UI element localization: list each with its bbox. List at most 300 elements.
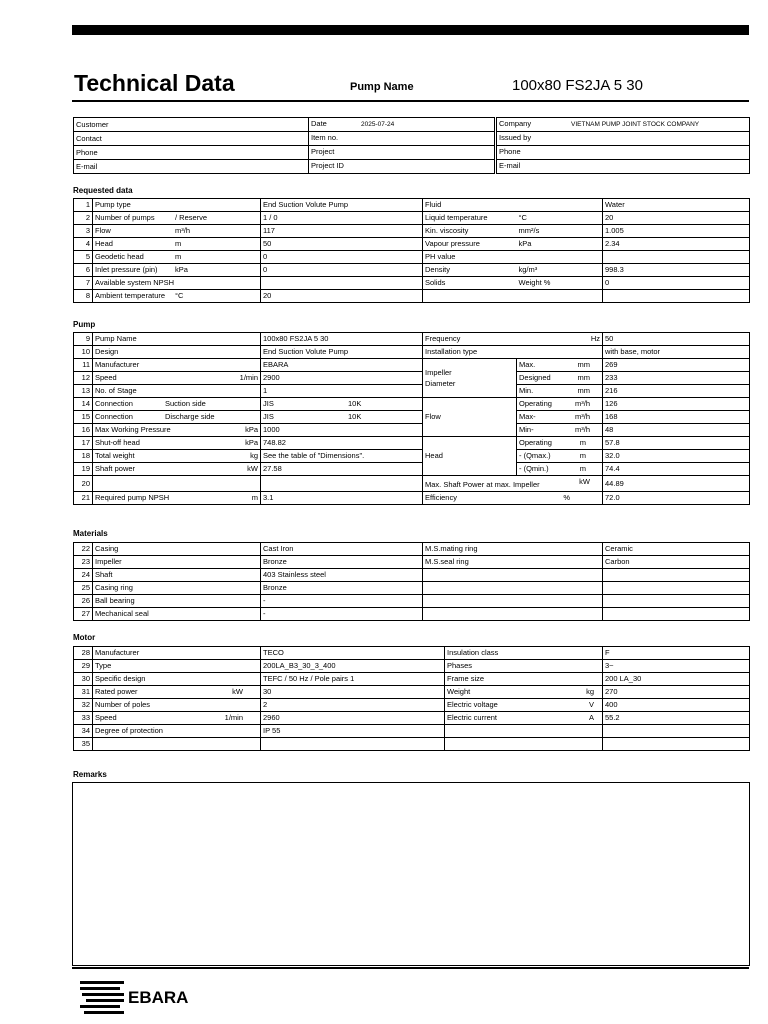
motor-right-cell bbox=[445, 647, 603, 660]
section-title-remarks: Remarks bbox=[73, 770, 107, 779]
head-qmin-value: 74.4 bbox=[603, 463, 750, 476]
head-op-value: 57.8 bbox=[603, 437, 750, 450]
requested-value: 0 bbox=[261, 264, 423, 277]
material-right-label bbox=[423, 595, 603, 608]
pump-value-2: 10K bbox=[348, 399, 362, 408]
requested-value: 117 bbox=[261, 225, 423, 238]
pump-label: Required pump NPSH bbox=[95, 493, 170, 502]
material-label: Mechanical seal bbox=[93, 608, 261, 621]
pump-label: Total weight bbox=[95, 451, 135, 460]
row-number: 30 bbox=[74, 673, 93, 686]
row-number: 32 bbox=[74, 699, 93, 712]
requested-label: Geodetic head bbox=[95, 252, 144, 261]
pump-label: Max Working Pressure bbox=[95, 425, 171, 434]
customer-right-value: VIETNAM PUMP JOINT STOCK COMPANY bbox=[571, 121, 700, 128]
pump-value: 1000 bbox=[261, 424, 423, 437]
pump-label-cell bbox=[93, 476, 261, 492]
row-number: 19 bbox=[74, 463, 93, 476]
head-qmin-unit: m bbox=[579, 464, 587, 473]
customer-mid-value: 2025-07-24 bbox=[361, 121, 395, 128]
motor-right-cell bbox=[445, 660, 603, 673]
requested-label: Number of pumps bbox=[95, 213, 155, 222]
motor-label-cell bbox=[93, 725, 261, 738]
material-label: Shaft bbox=[93, 569, 261, 582]
motor-row bbox=[74, 660, 750, 673]
head-qmin-label: - (Qmin.) bbox=[519, 464, 549, 473]
requested-right-value bbox=[603, 251, 750, 264]
material-label: Ball bearing bbox=[93, 595, 261, 608]
customer-mid-label: Project bbox=[311, 147, 335, 156]
motor-row bbox=[74, 647, 750, 660]
customer-right-label: E-mail bbox=[499, 161, 521, 170]
installation-label: Installation type bbox=[423, 346, 603, 359]
pump-row bbox=[74, 450, 750, 463]
requested-right-label: Liquid temperature bbox=[423, 212, 517, 225]
head-op-label: Operating bbox=[519, 438, 552, 447]
pump-value-2: 10K bbox=[348, 412, 362, 421]
frequency-cell bbox=[423, 333, 603, 346]
flow-op-cell bbox=[517, 398, 603, 411]
material-value: - bbox=[261, 608, 423, 621]
motor-row bbox=[74, 725, 750, 738]
flow-min-unit: m³/h bbox=[575, 425, 591, 434]
pump-unit: 1/min bbox=[239, 373, 258, 382]
customer-row bbox=[74, 160, 495, 174]
row-number: 14 bbox=[74, 398, 93, 411]
pump-row bbox=[74, 346, 750, 359]
motor-table bbox=[73, 646, 750, 751]
requested-value: 20 bbox=[261, 290, 423, 303]
motor-label-cell bbox=[93, 647, 261, 660]
materials-row bbox=[74, 543, 750, 556]
requested-value: 0 bbox=[261, 251, 423, 264]
pump-unit: kg bbox=[250, 451, 258, 460]
motor-right-unit: kg bbox=[586, 687, 594, 696]
requested-label: Inlet pressure (pin) bbox=[95, 265, 158, 274]
row-number: 34 bbox=[74, 725, 93, 738]
row-number: 11 bbox=[74, 359, 93, 372]
requested-right-unit: kg/m³ bbox=[517, 264, 603, 277]
section-title-materials: Materials bbox=[73, 529, 108, 538]
row-number: 10 bbox=[74, 346, 93, 359]
motor-unit: 1/min bbox=[224, 713, 243, 722]
pump-value-cell bbox=[261, 398, 423, 411]
requested-unit: °C bbox=[175, 291, 184, 300]
requested-right-label: Vapour pressure bbox=[423, 238, 517, 251]
head-qmax-unit: m bbox=[579, 451, 587, 460]
material-value: - bbox=[261, 595, 423, 608]
row-number: 9 bbox=[74, 333, 93, 346]
requested-right-label: Kin. viscosity bbox=[423, 225, 517, 238]
customer-mid-label: Project ID bbox=[311, 161, 344, 170]
pump-label-cell bbox=[93, 359, 261, 372]
requested-label-cell bbox=[93, 264, 261, 277]
frequency-value: 50 bbox=[603, 333, 750, 346]
row-number: 4 bbox=[74, 238, 93, 251]
material-right-label bbox=[423, 582, 603, 595]
motor-right-value: F bbox=[603, 647, 750, 660]
pump-row bbox=[74, 398, 750, 411]
materials-table bbox=[73, 542, 750, 621]
max-shaft-label: Max. Shaft Power at max. Impeller bbox=[425, 480, 540, 489]
motor-row bbox=[74, 673, 750, 686]
requested-right-value: 998.3 bbox=[603, 264, 750, 277]
motor-right-cell bbox=[445, 725, 603, 738]
materials-row bbox=[74, 595, 750, 608]
imp-des-value: 233 bbox=[603, 372, 750, 385]
pump-label-cell bbox=[93, 424, 261, 437]
motor-value: 2 bbox=[261, 699, 445, 712]
material-right-label bbox=[423, 608, 603, 621]
pump-value bbox=[261, 476, 423, 492]
material-right-value bbox=[603, 595, 750, 608]
row-number: 28 bbox=[74, 647, 93, 660]
pump-row bbox=[74, 333, 750, 346]
pump-name-value: 100x80 FS2JA 5 30 bbox=[512, 77, 643, 94]
pump-label: Shut-off head bbox=[95, 438, 140, 447]
pump-value: 1 bbox=[261, 385, 423, 398]
material-value: Bronze bbox=[261, 556, 423, 569]
material-value: Cast Iron bbox=[261, 543, 423, 556]
row-number: 26 bbox=[74, 595, 93, 608]
row-number: 25 bbox=[74, 582, 93, 595]
pump-label: No. of Stage bbox=[95, 386, 137, 395]
requested-label-cell bbox=[93, 199, 261, 212]
installation-value: with base, motor bbox=[603, 346, 750, 359]
motor-value bbox=[261, 738, 445, 751]
pump-label: Pump Name bbox=[95, 334, 137, 343]
pump-row bbox=[74, 437, 750, 450]
motor-row bbox=[74, 686, 750, 699]
frequency-unit: Hz bbox=[590, 334, 601, 343]
pump-label-cell bbox=[93, 437, 261, 450]
requested-value: 1 / 0 bbox=[261, 212, 423, 225]
pump-value: 3.1 bbox=[261, 492, 423, 505]
motor-right-value: 200 LA_30 bbox=[603, 673, 750, 686]
customer-label: Customer bbox=[74, 118, 309, 132]
row-number: 20 bbox=[74, 476, 93, 492]
pump-value: JIS bbox=[263, 412, 274, 421]
material-label: Casing ring bbox=[93, 582, 261, 595]
requested-value bbox=[261, 277, 423, 290]
requested-row bbox=[74, 212, 750, 225]
customer-mid-cell bbox=[309, 146, 495, 160]
remarks-box bbox=[72, 782, 750, 966]
motor-label-cell bbox=[93, 686, 261, 699]
pump-label-cell bbox=[93, 450, 261, 463]
pump-value-cell bbox=[261, 411, 423, 424]
motor-label: Manufacturer bbox=[95, 648, 140, 657]
pump-value: 2900 bbox=[261, 372, 423, 385]
motor-label: Number of poles bbox=[95, 700, 151, 709]
flow-label: Flow bbox=[423, 398, 517, 437]
requested-label: Head bbox=[95, 239, 113, 248]
requested-right-value: 0 bbox=[603, 277, 750, 290]
requested-unit: kPa bbox=[175, 265, 188, 274]
requested-right-label: Fluid bbox=[423, 199, 517, 212]
requested-unit: m bbox=[175, 252, 182, 261]
pump-label-cell bbox=[93, 346, 261, 359]
motor-right-unit: V bbox=[588, 700, 594, 709]
motor-right-label: Electric voltage bbox=[447, 700, 498, 709]
pump-unit: Suction side bbox=[165, 399, 206, 408]
ebara-logo bbox=[80, 978, 210, 1014]
pump-row bbox=[74, 385, 750, 398]
motor-unit: kW bbox=[232, 687, 243, 696]
material-right-value: Carbon bbox=[603, 556, 750, 569]
motor-right-value: 270 bbox=[603, 686, 750, 699]
customer-right-cell bbox=[497, 132, 750, 146]
pump-unit: kPa bbox=[245, 425, 258, 434]
material-right-value bbox=[603, 569, 750, 582]
head-label: Head bbox=[423, 437, 517, 476]
motor-label-cell bbox=[93, 712, 261, 725]
flow-max-unit: m³/h bbox=[575, 412, 591, 421]
pump-label-cell bbox=[93, 492, 261, 505]
imp-max-cell bbox=[517, 359, 603, 372]
customer-right-row bbox=[497, 118, 750, 132]
motor-label: Speed bbox=[95, 713, 117, 722]
pump-row bbox=[74, 463, 750, 476]
motor-row bbox=[74, 738, 750, 751]
materials-row bbox=[74, 582, 750, 595]
row-number: 24 bbox=[74, 569, 93, 582]
motor-value: TEFC / 50 Hz / Pole pairs 1 bbox=[261, 673, 445, 686]
imp-min-value: 216 bbox=[603, 385, 750, 398]
row-number: 22 bbox=[74, 543, 93, 556]
motor-row bbox=[74, 712, 750, 725]
motor-right-cell bbox=[445, 699, 603, 712]
imp-min-label: Min. bbox=[519, 386, 534, 395]
requested-right-label: Solids bbox=[423, 277, 517, 290]
requested-label-cell bbox=[93, 225, 261, 238]
flow-op-value: 126 bbox=[603, 398, 750, 411]
motor-right-cell bbox=[445, 673, 603, 686]
motor-value: 200LA_B3_30_3_400 bbox=[261, 660, 445, 673]
motor-label-cell bbox=[93, 673, 261, 686]
head-qmin-cell bbox=[517, 463, 603, 476]
top-bar bbox=[72, 25, 749, 35]
requested-row bbox=[74, 225, 750, 238]
customer-label: Phone bbox=[74, 146, 309, 160]
efficiency-unit: % bbox=[563, 493, 571, 502]
pump-unit: kW bbox=[247, 464, 258, 473]
flow-max-cell bbox=[517, 411, 603, 424]
customer-right-row bbox=[497, 160, 750, 174]
requested-right-unit: Weight % bbox=[517, 277, 603, 290]
customer-row bbox=[74, 132, 495, 146]
pump-name-label: Pump Name bbox=[350, 81, 414, 93]
requested-right-unit: mm²/s bbox=[517, 225, 603, 238]
imp-min-cell bbox=[517, 385, 603, 398]
section-title-pump: Pump bbox=[73, 320, 96, 329]
pump-value: 27.58 bbox=[261, 463, 423, 476]
motor-label: Degree of protection bbox=[95, 726, 163, 735]
requested-unit: m bbox=[175, 239, 182, 248]
customer-table-left bbox=[73, 117, 495, 174]
row-number: 5 bbox=[74, 251, 93, 264]
imp-des-cell bbox=[517, 372, 603, 385]
requested-right-unit bbox=[517, 290, 603, 303]
imp-max-unit: mm bbox=[577, 360, 591, 369]
pump-label-cell bbox=[93, 463, 261, 476]
requested-label-cell bbox=[93, 212, 261, 225]
bottom-rule bbox=[72, 967, 749, 969]
motor-label: Rated power bbox=[95, 687, 138, 696]
requested-label: Available system NPSH bbox=[95, 278, 175, 287]
max-shaft-value: 44.89 bbox=[603, 476, 750, 492]
requested-unit: / Reserve bbox=[175, 213, 208, 222]
motor-right-label: Frame size bbox=[447, 674, 485, 683]
requested-row bbox=[74, 290, 750, 303]
material-right-label bbox=[423, 569, 603, 582]
requested-right-value: 20 bbox=[603, 212, 750, 225]
motor-right-label: Electric current bbox=[447, 713, 498, 722]
row-number: 27 bbox=[74, 608, 93, 621]
customer-right-label: Issued by bbox=[499, 133, 532, 142]
row-number: 35 bbox=[74, 738, 93, 751]
motor-value: IP 55 bbox=[261, 725, 445, 738]
pump-label-cell bbox=[93, 411, 261, 424]
requested-row bbox=[74, 199, 750, 212]
row-number: 13 bbox=[74, 385, 93, 398]
customer-right-label: Company bbox=[499, 119, 532, 128]
material-right-label: M.S.seal ring bbox=[423, 556, 603, 569]
customer-mid-cell bbox=[309, 118, 495, 132]
pump-label: Shaft power bbox=[95, 464, 136, 473]
motor-row bbox=[74, 699, 750, 712]
motor-value: TECO bbox=[261, 647, 445, 660]
row-number: 3 bbox=[74, 225, 93, 238]
customer-row bbox=[74, 146, 495, 160]
flow-max-value: 168 bbox=[603, 411, 750, 424]
row-number: 33 bbox=[74, 712, 93, 725]
row-number: 31 bbox=[74, 686, 93, 699]
diameter-label: Diameter bbox=[425, 379, 456, 388]
pump-label: Connection bbox=[95, 399, 133, 408]
pump-label: Manufacturer bbox=[95, 360, 140, 369]
requested-unit: m³/h bbox=[175, 226, 190, 235]
pump-label-cell bbox=[93, 372, 261, 385]
material-right-value bbox=[603, 608, 750, 621]
requested-label-cell bbox=[93, 238, 261, 251]
motor-right-value: 400 bbox=[603, 699, 750, 712]
requested-right-label: Density bbox=[423, 264, 517, 277]
motor-label-cell bbox=[93, 699, 261, 712]
requested-right-label bbox=[423, 290, 517, 303]
material-label: Casing bbox=[93, 543, 261, 556]
efficiency-cell bbox=[423, 492, 603, 505]
requested-label: Flow bbox=[95, 226, 111, 235]
head-qmax-value: 32.0 bbox=[603, 450, 750, 463]
row-number: 12 bbox=[74, 372, 93, 385]
section-title-requested: Requested data bbox=[73, 186, 133, 195]
imp-max-label: Max. bbox=[519, 360, 536, 369]
imp-min-unit: mm bbox=[577, 386, 591, 395]
requested-row bbox=[74, 238, 750, 251]
motor-right-unit: A bbox=[588, 713, 594, 722]
head-op-cell bbox=[517, 437, 603, 450]
pump-value: End Suction Volute Pump bbox=[261, 346, 423, 359]
material-value: 403 Stainless steel bbox=[261, 569, 423, 582]
impeller-cell bbox=[423, 359, 517, 398]
customer-right-label: Phone bbox=[499, 147, 521, 156]
materials-row bbox=[74, 569, 750, 582]
pump-value: EBARA bbox=[261, 359, 423, 372]
head-qmax-label: - (Qmax.) bbox=[519, 451, 551, 460]
motor-right-cell bbox=[445, 686, 603, 699]
pump-label-cell bbox=[93, 398, 261, 411]
motor-right-label: Insulation class bbox=[447, 648, 499, 657]
row-number: 29 bbox=[74, 660, 93, 673]
pump-value: 748.82 bbox=[261, 437, 423, 450]
pump-label: Connection bbox=[95, 412, 133, 421]
requested-row bbox=[74, 277, 750, 290]
motor-label-cell bbox=[93, 660, 261, 673]
requested-label-cell bbox=[93, 290, 261, 303]
requested-value: 50 bbox=[261, 238, 423, 251]
imp-des-unit: mm bbox=[577, 373, 591, 382]
requested-row bbox=[74, 264, 750, 277]
pump-unit: kPa bbox=[245, 438, 258, 447]
requested-right-unit: kPa bbox=[517, 238, 603, 251]
pump-value: 100x80 FS2JA 5 30 bbox=[261, 333, 423, 346]
ebara-logo-text: EBARA bbox=[128, 988, 189, 1007]
materials-row bbox=[74, 608, 750, 621]
page-title: Technical Data bbox=[74, 70, 235, 96]
flow-min-value: 48 bbox=[603, 424, 750, 437]
pump-row bbox=[74, 424, 750, 437]
customer-right-cell bbox=[497, 160, 750, 174]
row-number: 23 bbox=[74, 556, 93, 569]
flow-op-unit: m³/h bbox=[575, 399, 591, 408]
section-title-motor: Motor bbox=[73, 633, 96, 642]
requested-label-cell bbox=[93, 251, 261, 264]
customer-mid-label: Item no. bbox=[311, 133, 339, 142]
customer-right-row bbox=[497, 146, 750, 160]
motor-right-cell bbox=[445, 738, 603, 751]
max-shaft-cell bbox=[423, 476, 603, 492]
customer-right-cell bbox=[497, 146, 750, 160]
row-number: 2 bbox=[74, 212, 93, 225]
pump-row bbox=[74, 372, 750, 385]
motor-right-value bbox=[603, 725, 750, 738]
imp-des-label: Designed bbox=[519, 373, 551, 382]
pump-unit: Discharge side bbox=[165, 412, 215, 421]
customer-right-cell bbox=[497, 118, 750, 132]
customer-right-row bbox=[497, 132, 750, 146]
row-number: 17 bbox=[74, 437, 93, 450]
customer-label: Contact bbox=[74, 132, 309, 146]
requested-value: End Suction Volute Pump bbox=[261, 199, 423, 212]
row-number: 7 bbox=[74, 277, 93, 290]
requested-label: Ambient temperature bbox=[95, 291, 166, 300]
requested-label-cell bbox=[93, 277, 261, 290]
motor-right-cell bbox=[445, 712, 603, 725]
impeller-label: Impeller bbox=[425, 368, 452, 377]
requested-label: Pump type bbox=[95, 200, 131, 209]
row-number: 18 bbox=[74, 450, 93, 463]
motor-right-label: Phases bbox=[447, 661, 473, 670]
head-qmax-cell bbox=[517, 450, 603, 463]
motor-label-cell bbox=[93, 738, 261, 751]
pump-row bbox=[74, 411, 750, 424]
requested-right-unit: °C bbox=[517, 212, 603, 225]
motor-label: Specific design bbox=[95, 674, 146, 683]
customer-table-right bbox=[496, 117, 750, 174]
requested-right-value: Water bbox=[603, 199, 750, 212]
flow-min-label: Min- bbox=[519, 425, 534, 434]
